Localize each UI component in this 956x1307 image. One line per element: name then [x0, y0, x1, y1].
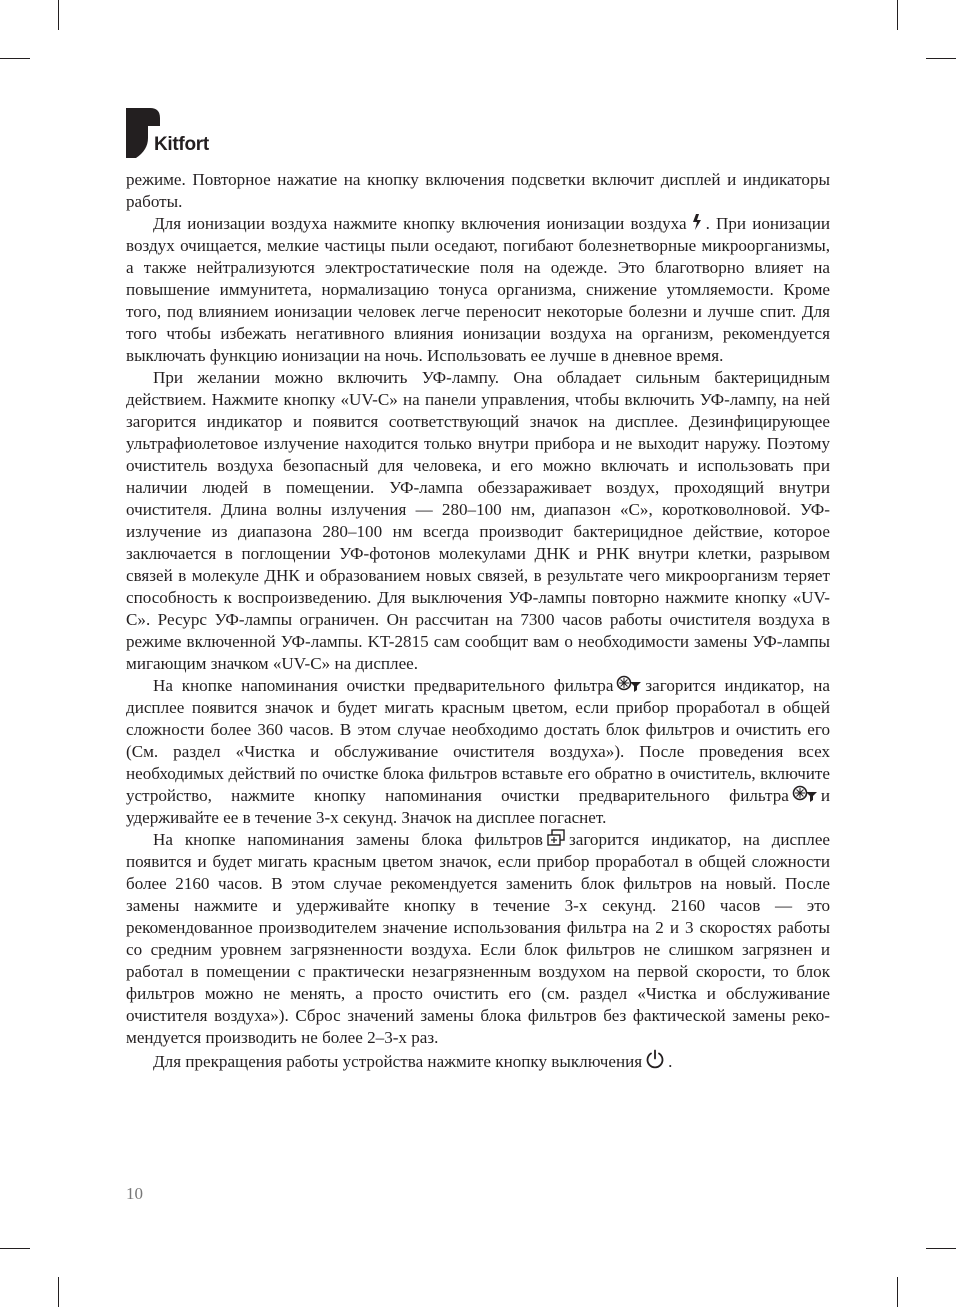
crop-mark-bottom-left [58, 1277, 59, 1307]
brand-name: Kitfort [154, 134, 209, 155]
power-off-text-end: . [668, 1052, 673, 1071]
prefilter-text-middle: загорится индикатор, на дисплее появится значок и будет мигать красным цветом, если прибор проработал в общей сложности более 360 часов. В этом случае необходимо достать блок фильтров и очистить его (См. раздел «Чистка и обслуживание очистителя воздуха»). После проведения всех необходимых действий по очистке блока фильтров вставьте его обратно в очиститель, включите устройство, нажмите кнопку напоминания очистки предварительного фильтра [126, 676, 830, 805]
crop-mark-bottom-right [897, 1277, 898, 1307]
paragraph-power-off [126, 1049, 830, 1073]
document-body [126, 169, 830, 1073]
prefilter-clean-icon-inline [792, 785, 818, 803]
prefilter-clean-icon [616, 675, 642, 693]
crop-mark-left-top [0, 58, 30, 59]
prefilter-text-end: и удерживайте ее в течение 3-х секунд. Значок на дисплее погаснет. [126, 786, 830, 827]
paragraph-filter-replace [126, 829, 830, 1049]
power-off-text: Для прекращения работы устройства нажмите кнопку выключения [153, 1052, 643, 1071]
ionization-icon [690, 213, 703, 231]
kitfort-logo [126, 108, 226, 160]
power-icon [645, 1049, 665, 1069]
crop-mark-right-top [926, 58, 956, 59]
filter-replace-icon [546, 829, 566, 847]
paragraph-display-mode: режиме. Повторное нажатие на кнопку включения подсветки включит дисплей и индикаторы работы. [126, 170, 830, 211]
filter-replace-text-end: загорится индикатор, на дисплее появится и будет мигать красным цветом значок, если прибор проработал в общей сложности более 2160 часов. В этом случае рекомендуется заменить блок фильтров на новый. После замены нажмите и удерживайте кнопку в течение 3-х секунд. 2160 часов — это рекомендованное производителем значение использования фильтра на 2 и 3 скоростях работы со средним уровнем загрязненности воздуха. Если блок фильтров не слишком загрязнен и работал в помещении с практически незагрязненным воздухом на первой скорости, то блок фильтров можно не менять, а просто очистить его (см. раздел «Чистка и обслуживание очистителя воздуха»). Сброс значений замены блока фильтров без фактической замены рекомендуется производить не более 2–3-х раз. [126, 830, 831, 1047]
crop-mark-right-bottom [926, 1248, 956, 1249]
paragraph-uv-lamp: При желании можно включить УФ-лампу. Она обладает сильным бактерицидным действием. Нажмите кнопку «UV-C» на панели управления, чтобы включить УФ-лампу, на ней загорится индикатор и появится соответствующий значок на дисплее. Дезинфицирующее ультрафиолетовое излучение находится только внутри прибора и не выходит наружу. Поэтому очиститель воздуха безопасный для человека, и его можно включать и использовать при наличии людей в помещении. УФ-лампа обеззараживает воздух, проходящий внутри очистителя. Длина волны излучения — 280–100 нм, диапазон «С», коротковолновой. УФ-излучение из диапазона 280–100 нм всегда производит бактерицидное действие, которое заключается в поглощении УФ-фотонов молекулами ДНК и РНК внутри клетки, разрывом связей в молекуле ДНК и образованием новых связей, в результате чего микроорганизм теряет способность к воспроизведению. Для выключения УФ-лампы повторно нажмите кнопку «UV-C». Ресурс УФ-лампы ограничен. Он рассчитан на 7300 часов работы очистителя воздуха в режиме включенной УФ-лампы. KT-2815 сам сообщит вам о необходимости замены УФ-лампы мигающим значком «UV-C» на дисплее. [126, 368, 830, 673]
crop-mark-left-bottom [0, 1248, 30, 1249]
ionization-text-end: . При ионизации воздух очищается, мелкие частицы пыли оседают, погибают болезнетворные микроорганизмы, а также нейтрализуются электростатические поля на одежде. Это благотворно влияет на повышение иммунитета, нормализацию тонуса организма, снижение утомляемости. Кроме того, под влиянием ионизации человек легче переносит некоторые болезни и лучше спит. Для того чтобы избежать негативного влияния ионизации воздуха на организм, рекомендуется выключать функцию ионизации на ночь. Использовать ее лучше в дневное время. [126, 214, 830, 365]
prefilter-text-start: На кнопке напоминания очистки предварительного фильтра [153, 676, 614, 695]
page-number: 10 [126, 1184, 143, 1203]
crop-mark-top-left [58, 0, 59, 30]
filter-replace-text-start: На кнопке напоминания замены блока фильтров [153, 830, 543, 849]
ionization-text-start: Для ионизации воздуха нажмите кнопку включения ионизации воздуха [153, 214, 687, 233]
crop-mark-top-right [897, 0, 898, 30]
paragraph-prefilter [126, 675, 830, 829]
paragraph-ionization [126, 213, 830, 367]
